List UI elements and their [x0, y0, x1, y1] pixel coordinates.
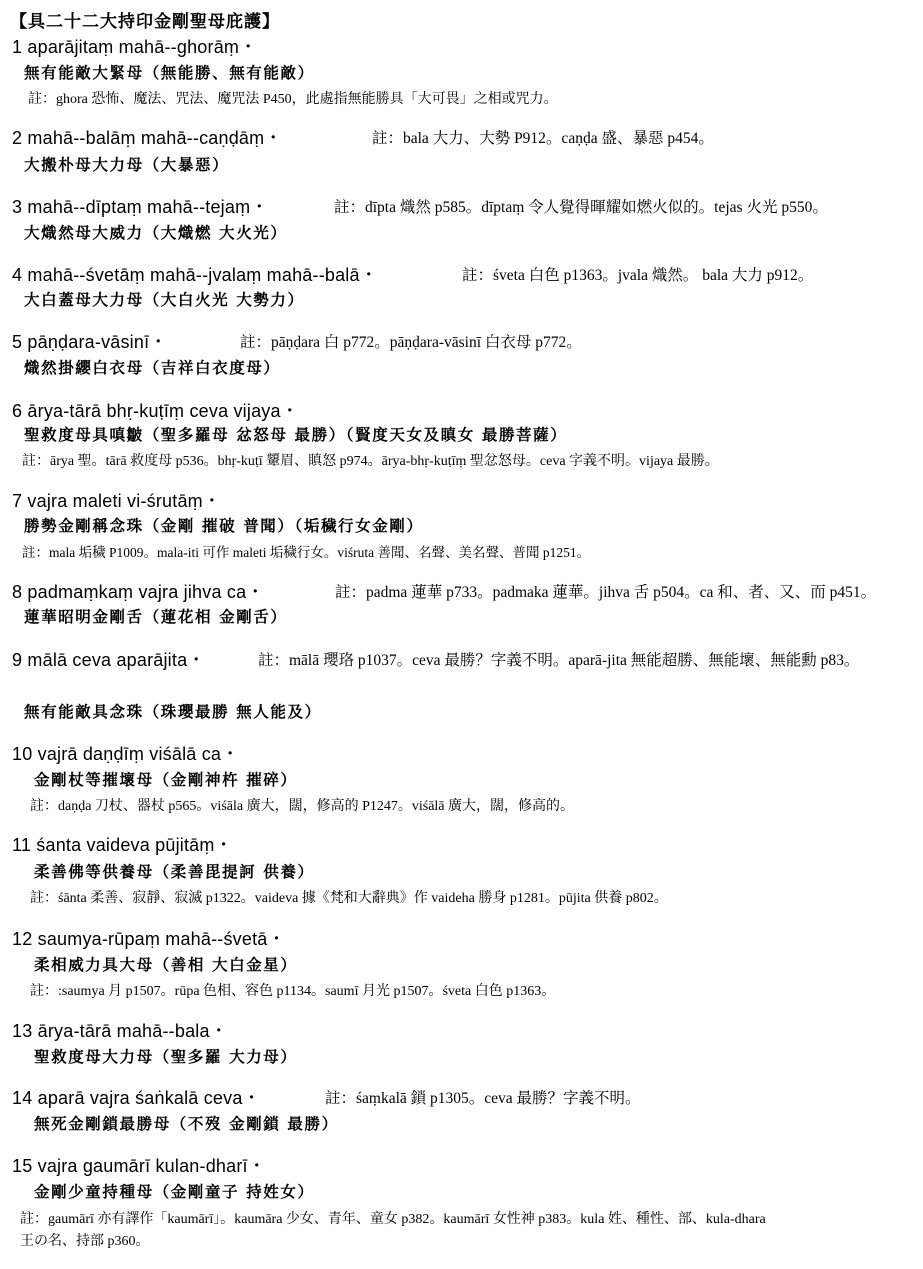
gloss-6: 聖救度母具嗔皺（聖多羅母 忿怒母 最勝）（賢度天女及瞋女 最勝菩薩）	[24, 425, 568, 444]
note-15: 註：gaumārī 亦有譯作「kaumārī」。kaumāra 少女、青年、童女 p382。kaumārī 女性神 p383。kula 姓、種性、部、kula-dhara	[20, 1212, 766, 1227]
verse-13: 13 ārya-tārā mahā--bala・	[12, 1021, 228, 1041]
note-3: 註：dīpta 熾然 p585。dīptaṃ 令人覺得暉耀如燃火似的。tejas 火光 p550。	[334, 199, 828, 216]
verse-3: 3 mahā--dīptaṃ mahā--tejaṃ・	[12, 197, 269, 217]
gloss-10: 金剛杖等摧壞母（金剛神杵 摧碎）	[34, 770, 298, 789]
note-7: 註：mala 垢穢 P1009。mala-iti 可作 maleti 垢穢行女。viśruta 善聞、名聲、美名聲、普聞 p1251。	[22, 545, 591, 560]
gloss-15: 金剛少童持種母（金剛童子 持姓女）	[34, 1182, 315, 1201]
note-5: 註：pāṇḍara 白 p772。pāṇḍara-vāsinī 白衣母 p772。	[240, 334, 582, 351]
note-12: 註：:saumya 月 p1507。rūpa 色相、容色 p1134。saumī 月光 p1507。śveta 白色 p1363。	[30, 984, 556, 999]
verse-2: 2 mahā--balāṃ mahā--caṇḍāṃ・	[12, 128, 283, 148]
note-6: 註：ārya 聖。tārā 救度母 p536。bhṛ-kuṭī 顰眉、瞋怒 p974。ārya-bhṛ-kuṭīṃ 聖忿怒母。ceva 字義不明。vijaya 最勝。	[22, 454, 719, 469]
verse-10: 10 vajrā daṇḍīṃ viśālā ca・	[12, 744, 240, 764]
verse-4: 4 mahā--śvetāṃ mahā--jvalaṃ mahā--balā・	[12, 265, 378, 285]
document-heading: 【具二十二大持印金剛聖母庇護】	[10, 12, 280, 32]
verse-11: 11 śanta vaideva pūjitāṃ・	[12, 835, 233, 855]
verse-15: 15 vajra gaumārī kulan-dharī・	[12, 1156, 266, 1176]
gloss-4: 大白蓋母大力母（大白火光 大勢力）	[24, 290, 305, 309]
verse-7: 7 vajra maleti vi-śrutāṃ・	[12, 491, 222, 511]
note-1: 註：ghora 恐怖、魔法、咒法、魔咒法 P450，此處指無能勝具「大可畏」之相或咒力。	[28, 92, 558, 107]
gloss-12: 柔相威力具大母（善相 大白金星）	[34, 955, 298, 974]
note-15-continued: 王の名、持部 p360。	[20, 1234, 150, 1249]
gloss-5: 熾然掛纓白衣母（吉祥白衣度母）	[24, 358, 281, 377]
gloss-9: 無有能敵具念珠（珠瓔最勝 無人能及）	[24, 702, 322, 721]
gloss-1: 無有能敵大緊母（無能勝、無有能敵）	[24, 63, 315, 82]
gloss-14: 無死金剛鎖最勝母（不歿 金剛鎖 最勝）	[34, 1114, 339, 1133]
note-9: 註：mālā 瓔珞 p1037。ceva 最勝？字義不明。aparā-jita 無能超勝、無能壞、無能勳 p83。	[258, 652, 860, 669]
gloss-8: 蓮華昭明金剛舌（蓮花相 金剛舌）	[24, 607, 288, 626]
note-10: 註：daṇḍa 刀杖、器杖 p565。viśāla 廣大，闊，修高的 P1247。viśālā 廣大，闊，修高的。	[30, 799, 575, 814]
gloss-13: 聖救度母大力母（聖多羅 大力母）	[34, 1047, 298, 1066]
note-11: 註：śānta 柔善、寂靜、寂滅 p1322。vaideva 據《梵和大辭典》作 vaideha 勝身 p1281。pūjita 供養 p802。	[30, 891, 668, 906]
gloss-7: 勝勢金剛稱念珠（金剛 摧破 普聞）（垢穢行女金剛）	[24, 516, 424, 535]
note-14: 註：śaṃkalā 鎖 p1305。ceva 最勝？字義不明。	[325, 1090, 641, 1107]
gloss-2: 大搬朴母大力母（大暴惡）	[24, 155, 230, 174]
verse-6: 6 ārya-tārā bhṛ-kuṭīṃ ceva vijaya・	[12, 401, 299, 421]
note-8: 註：padma 蓮華 p733。padmaka 蓮華。jihva 舌 p504。ca 和、者、又、而 p451。	[335, 584, 877, 601]
verse-9: 9 mālā ceva aparājita・	[12, 650, 206, 670]
verse-12: 12 saumya-rūpaṃ mahā--śvetā・	[12, 929, 286, 949]
verse-8: 8 padmaṃkaṃ vajra jihva ca・	[12, 582, 265, 602]
note-2: 註：bala 大力、大勢 P912。caṇḍa 盛、暴惡 p454。	[372, 130, 714, 147]
verse-5: 5 pāṇḍara-vāsinī・	[12, 332, 168, 352]
gloss-11: 柔善佛等供養母（柔善毘提訶 供養）	[34, 862, 315, 881]
verse-1: 1 aparājitaṃ mahā--ghorāṃ・	[12, 37, 258, 57]
gloss-3: 大熾然母大威力（大熾燃 大火光）	[24, 223, 288, 242]
note-4: 註：śveta 白色 p1363。jvala 熾然。 bala 大力 p912。	[462, 267, 814, 284]
verse-14: 14 aparā vajra śaṅkalā ceva・	[12, 1088, 261, 1108]
